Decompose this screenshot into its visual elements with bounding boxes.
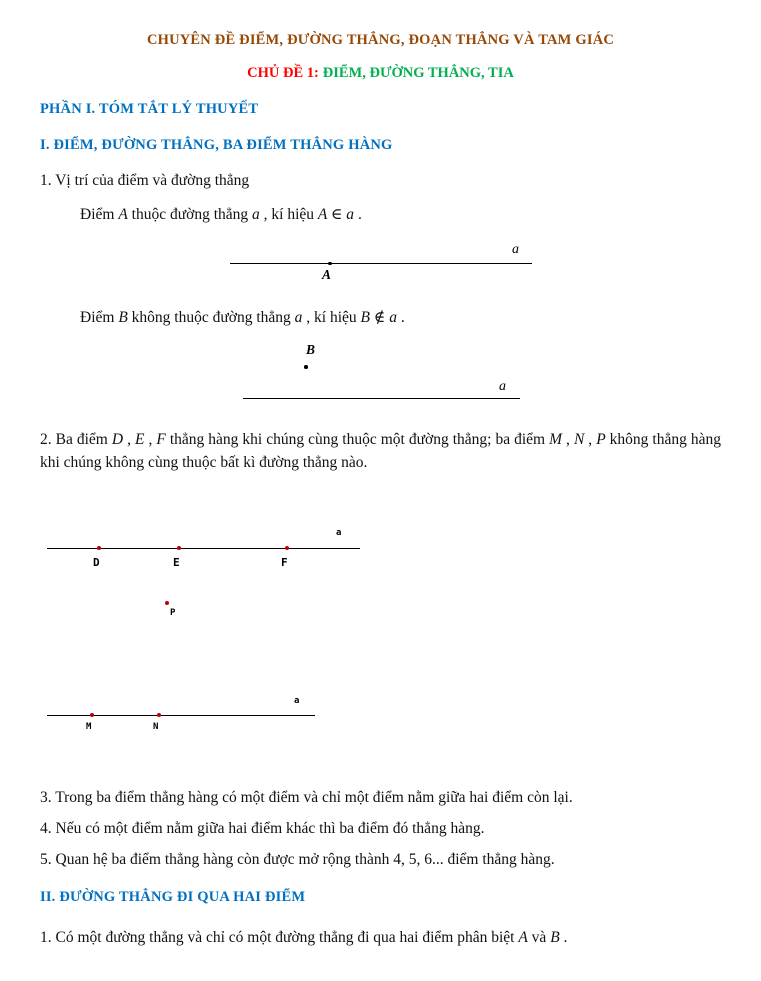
page-title: CHUYÊN ĐỀ ĐIỂM, ĐƯỜNG THẲNG, ĐOẠN THẲNG VÀ TAM GIÁC [146,32,615,48]
statement-point-b [80,308,721,329]
title-row [40,30,721,51]
math-run: A [518,929,528,946]
line-a-mn [47,715,315,716]
point-a-label: A [322,267,332,282]
line-a-def [47,548,360,549]
math-run: B [118,309,128,326]
point-p-label: P [170,608,176,618]
math-run: A ∈ a [317,206,355,223]
text-run: 1. Có một đường thẳng và chỉ có một đường thẳng đi qua hai điểm phân biệt [40,929,519,946]
line-a [230,263,532,264]
point-f-dot [285,546,289,550]
subtitle-row [40,63,721,84]
point-b-label: B [306,342,316,357]
math-run: B [550,929,560,946]
subtitle-main: ĐIỂM, ĐƯỜNG THẲNG, TIA [322,65,514,81]
math-run: D [111,431,124,448]
point-e-dot [177,546,181,550]
line-a-def-label: a [336,528,342,538]
section1-item5 [40,850,721,871]
part1-heading: PHẦN I. TÓM TẮT LÝ THUYẾT [40,101,259,117]
point-m-label: M [86,722,92,732]
math-run: P [596,431,606,448]
figure-line-a-with-point-a [0,240,761,298]
text-run: . [396,309,405,326]
section1-item3 [40,788,721,809]
text-run: . [559,929,568,946]
subtitle-prefix: CHỦ ĐỀ 1: [247,65,319,81]
part1-heading-row [40,99,721,120]
text-run: , [123,431,135,448]
point-f-label: F [281,556,288,569]
statement-point-a [80,205,721,226]
math-run: E [134,431,145,448]
section2-heading-row [40,887,721,908]
math-run: M [549,431,563,448]
section1-heading: I. ĐIỂM, ĐƯỜNG THẲNG, BA ĐIỂM THẲNG HÀNG [40,137,393,153]
section1-item1 [40,171,721,192]
text-run: , [584,431,597,448]
point-p-dot [165,601,169,605]
figure-collinear-and-noncollinear-points [0,518,761,746]
line-a [243,398,520,399]
figure-point-b-off-line-a [0,338,761,423]
line-a-label: a [499,379,506,394]
point-e-label: E [173,556,180,569]
text-run: 4. Nếu có một điểm nằm giữa hai điểm khác thì ba điểm đó thẳng hàng. [40,820,485,837]
math-run: B ∉ a [360,309,397,326]
section2-heading: II. ĐƯỜNG THẲNG ĐI QUA HAI ĐIỂM [40,889,306,905]
text-run: không thuộc đường thẳng [127,309,295,326]
text-run: thuộc đường thẳng [127,206,253,223]
text-run: Điểm [80,206,119,223]
text-run: không thẳng hàng khi chúng không cùng thuộc bất kì đường thẳng nào. [40,431,722,472]
point-m-dot [90,713,94,717]
text-run: và [527,929,551,946]
point-n-label: N [153,722,159,732]
line-a-mn-label: a [294,696,300,706]
point-d-dot [97,546,101,550]
text-run: , kí hiệu [259,206,318,223]
math-run: F [156,431,166,448]
point-n-dot [157,713,161,717]
text-run: 5. Quan hệ ba điểm thẳng hàng còn được mở rộng thành 4, 5, 6... điểm thẳng hàng. [40,851,555,868]
section1-item2 [40,428,721,475]
text-run: thẳng hàng khi chúng cùng thuộc một đường thẳng; ba điểm [165,431,550,448]
section2-item1 [40,928,721,949]
text-run: , [144,431,157,448]
text-run: 3. Trong ba điểm thẳng hàng có một điểm và chỉ một điểm nằm giữa hai điểm còn lại. [40,789,573,806]
section1-heading-row [40,135,721,156]
math-run: A [118,206,128,223]
math-run: N [573,431,585,448]
text-run: . [354,206,362,223]
text-run: , kí hiệu [302,309,361,326]
text-run: 1. Vị trí của điểm và đường thẳng [40,172,250,189]
section1-item4 [40,819,721,840]
math-run: a [294,309,303,326]
text-run: , [562,431,574,448]
text-run: 2. Ba điểm [40,431,112,448]
math-run: a [252,206,260,223]
text-run: Điểm [80,309,119,326]
point-a-dot [328,262,332,266]
line-a-label: a [512,242,519,257]
point-d-label: D [93,556,100,569]
point-b-dot [304,365,308,369]
